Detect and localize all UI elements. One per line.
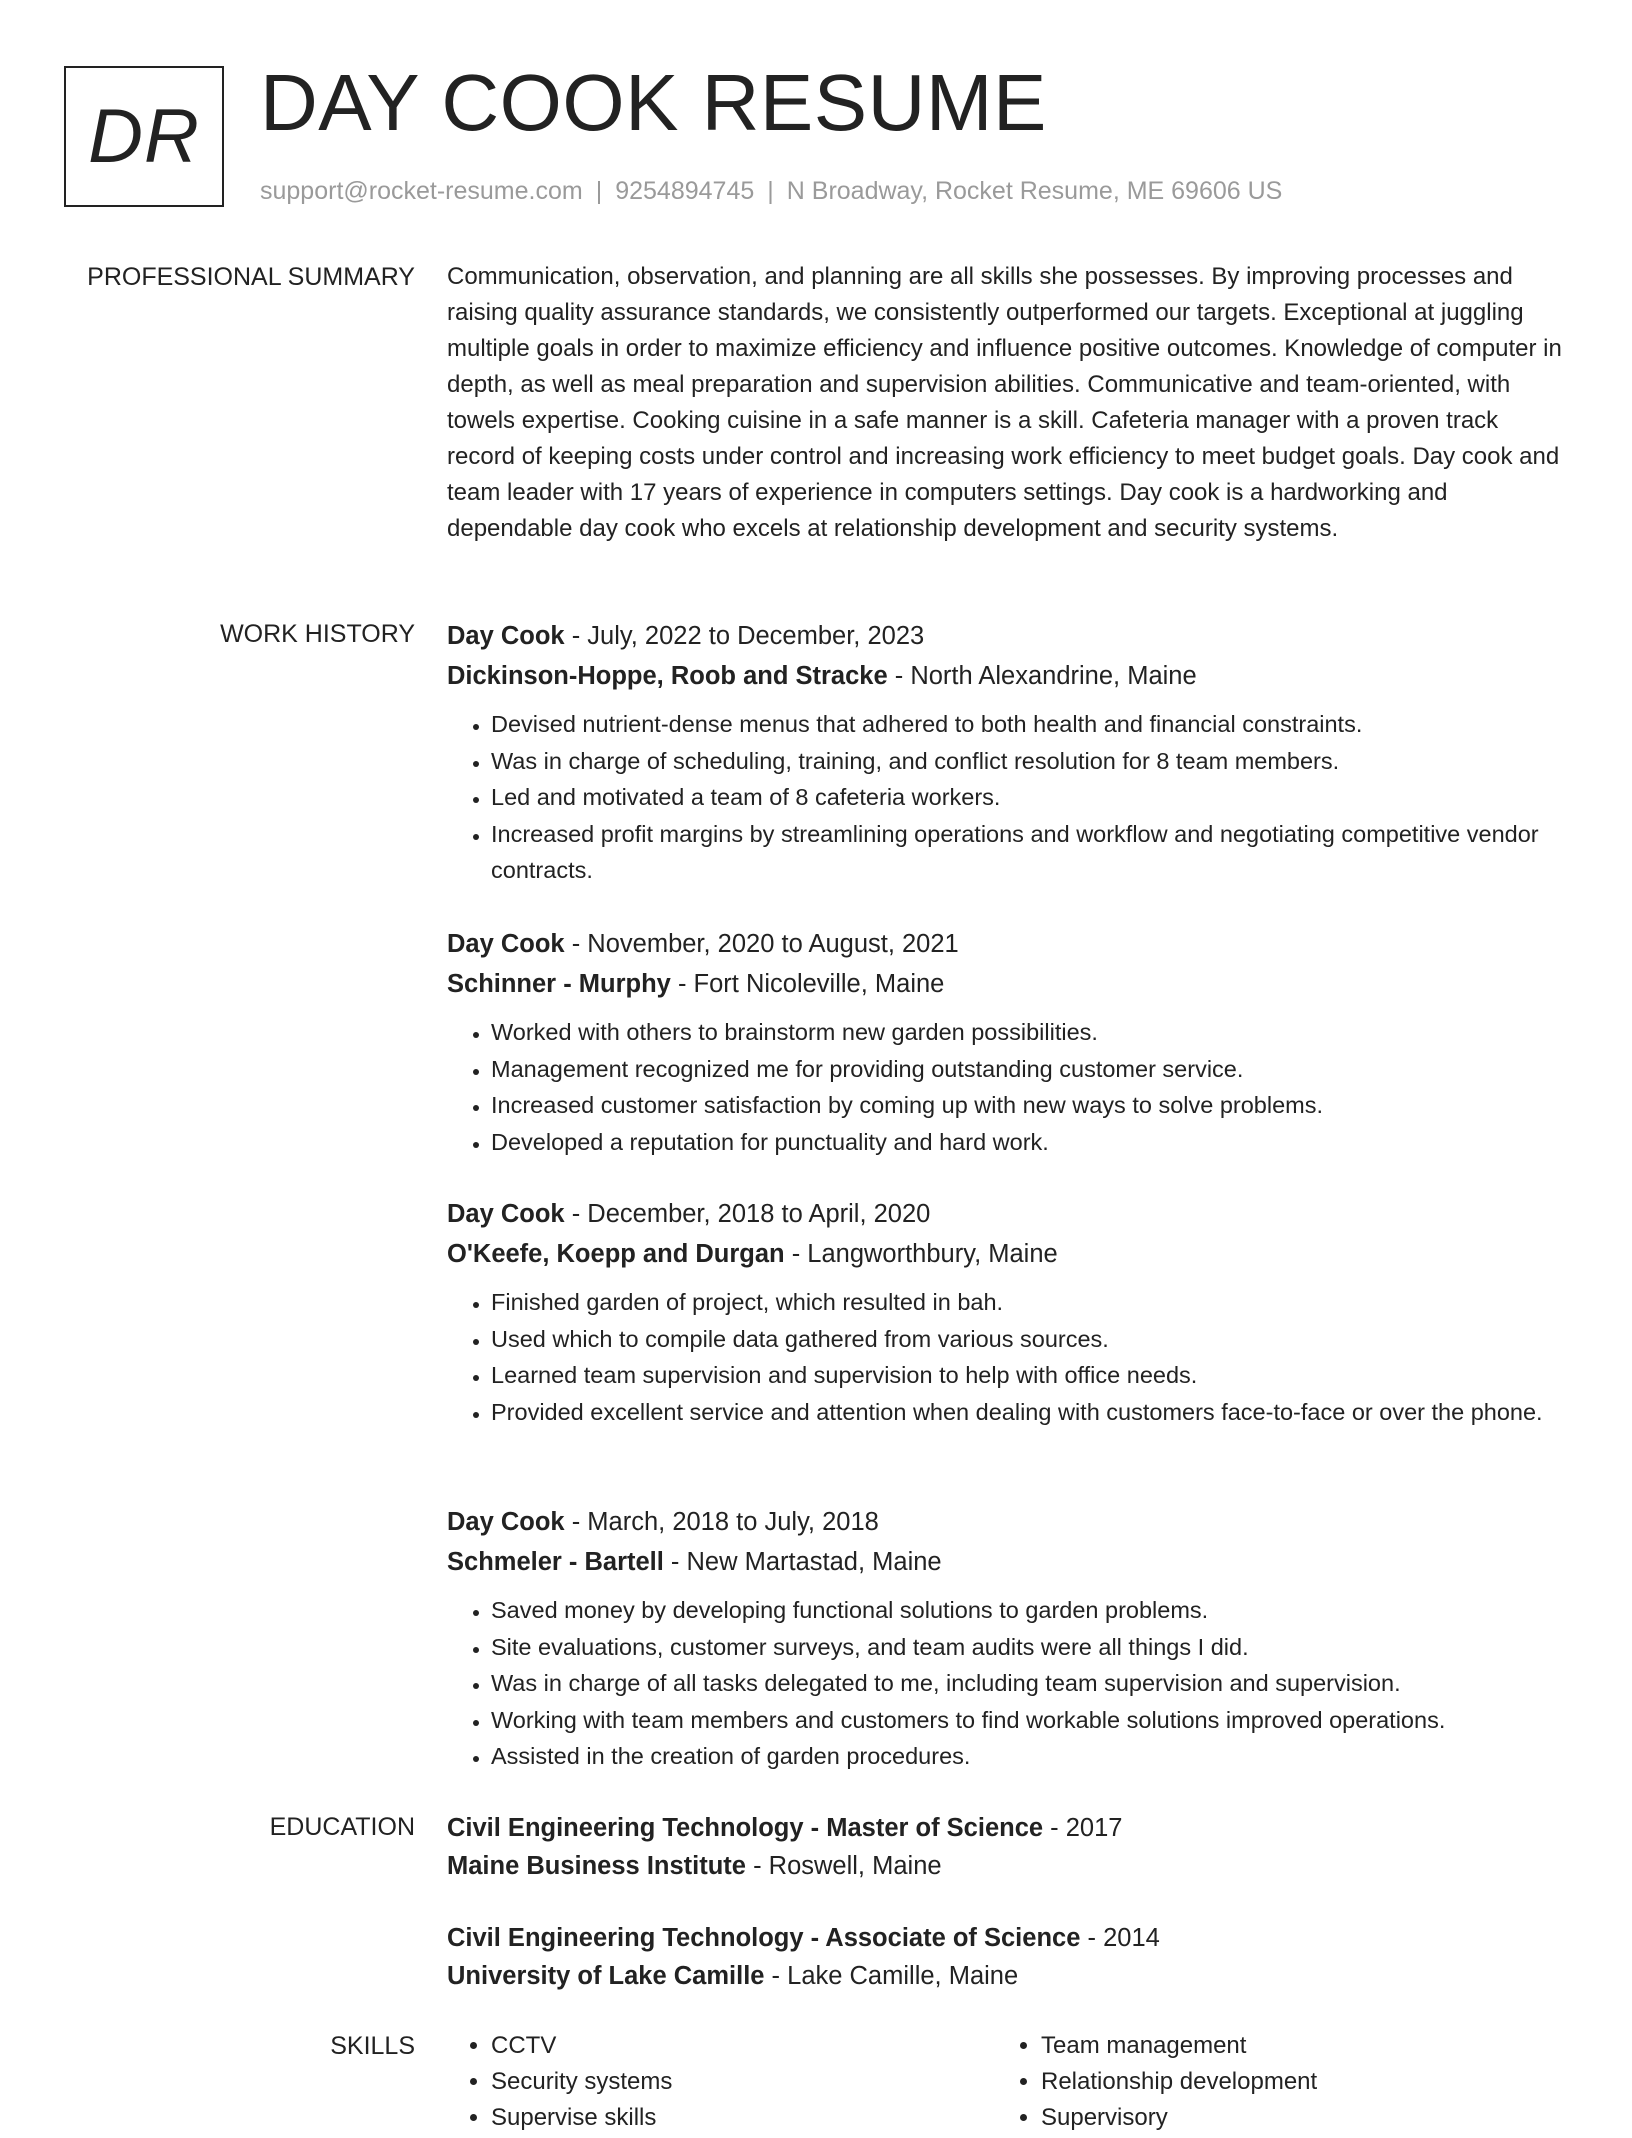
skill-item: • Relationship development [1041,2064,1317,2100]
skills-body [447,2028,1562,2138]
contact-email[interactable]: support@rocket-resume.com [260,177,583,205]
job-bullet: • Was in charge of scheduling, training, and conflict resolution for 8 team members. [491,743,1562,779]
job-bullet: • Site evaluations, customer surveys, and team audits were all things I did. [491,1629,1562,1665]
job-title-line: Day Cook - March, 2018 to July, 2018 [447,1508,879,1536]
job-bullet: • Used which to compile data gathered from various sources. [491,1321,1562,1357]
job-bullet: • Provided excellent service and attention when dealing with customers face-to-face or over the phone. [491,1394,1562,1430]
skill-item: • Team management [1041,2028,1317,2064]
job-company: O'Keefe, Koepp and Durgan [447,1240,785,1268]
job-entry [447,1502,1562,1792]
job-bullet: • Finished garden of project, which resulted in bah. [491,1284,1562,1320]
job-company-line: Schinner - Murphy - Fort Nicoleville, Maine [447,970,945,998]
section-label-work-history: WORK HISTORY [220,620,415,648]
job-bullets [447,1592,1562,1774]
skills-columns [447,2028,1562,2138]
education-school-line: Maine Business Institute - Roswell, Maine [447,1852,942,1880]
education-school: University of Lake Camille [447,1962,765,1990]
job-company-line: Schmeler - Bartell - New Martastad, Maine [447,1548,942,1576]
education-school-line: University of Lake Camille - Lake Camille, Maine [447,1962,1019,1990]
job-location: Langworthbury, Maine [807,1240,1058,1268]
job-title: Day Cook [447,622,565,650]
education-location: Roswell, Maine [768,1852,942,1880]
contact-line [260,176,1282,206]
education-degree: Civil Engineering Technology - Master of Science [447,1814,1044,1842]
education-year: 2014 [1103,1924,1160,1952]
job-entry [447,1194,1562,1502]
job-entry [447,924,1562,1194]
section-label-summary: PROFESSIONAL SUMMARY [87,263,415,291]
job-title-line: Day Cook - November, 2020 to August, 2021 [447,930,959,958]
education-degree: Civil Engineering Technology - Associate of Science [447,1924,1081,1952]
contact-separator: | [767,177,774,205]
job-title-line: Day Cook - December, 2018 to April, 2020 [447,1200,931,1228]
job-title: Day Cook [447,930,565,958]
job-location: Fort Nicoleville, Maine [693,970,945,998]
job-title-line: Day Cook - July, 2022 to December, 2023 [447,622,925,650]
resume-title: DAY COOK RESUME [260,58,1047,147]
education-year: 2017 [1065,1814,1123,1842]
job-bullet: • Devised nutrient-dense menus that adhered to both health and financial constraints. [491,706,1562,742]
job-bullet: • Worked with others to brainstorm new garden possibilities. [491,1014,1562,1050]
skills-column-right [997,2028,1317,2136]
skill-item: • CCTV [491,2028,672,2064]
contact-separator: | [595,177,603,205]
job-location: New Martastad, Maine [686,1548,942,1576]
job-dates: December, 2018 to April, 2020 [587,1200,931,1228]
education-entry [447,1809,1562,1919]
education-degree-line: Civil Engineering Technology - Associate of Science - 2014 [447,1924,1160,1952]
job-company-line: O'Keefe, Koepp and Durgan - Langworthbury, Maine [447,1240,1058,1268]
job-bullets [447,1014,1562,1160]
job-title: Day Cook [447,1508,565,1536]
section-label-skills: SKILLS [330,2032,415,2060]
job-title: Day Cook [447,1200,565,1228]
job-location: North Alexandrine, Maine [910,662,1197,690]
job-bullet: • Increased customer satisfaction by coming up with new ways to solve problems. [491,1087,1562,1123]
job-company: Schmeler - Bartell [447,1548,664,1576]
education-degree-line: Civil Engineering Technology - Master of Science - 2017 [447,1814,1123,1842]
job-bullet: • Management recognized me for providing outstanding customer service. [491,1051,1562,1087]
job-bullets [447,706,1562,888]
summary-text: Communication, observation, and planning are all skills she possesses. By improving processes and raising quality assurance standards, we consistently outperformed our targets. Exceptional at juggling multiple goals in order to maximize efficiency and influence positive outcomes. Knowledge of computer in depth, as well as meal preparation and supervision abilities. Communicative and team-oriented, with towels expertise. Cooking cuisine in a safe manner is a skill. Cafeteria manager with a proven track record of keeping costs under control and increasing work efficiency to meet budget goals. Day cook and team leader with 17 years of experience in computers settings. Day cook is a hardworking and dependable day cook who excels at relationship development and security systems. [447,263,1562,542]
contact-phone[interactable]: 9254894745 [615,177,755,205]
job-bullets [447,1284,1562,1430]
job-entry [447,616,1562,924]
job-bullet: • Was in charge of all tasks delegated to me, including team supervision and supervision. [491,1665,1562,1701]
job-company: Dickinson-Hoppe, Roob and Stracke [447,662,888,690]
job-bullet: • Assisted in the creation of garden procedures. [491,1738,1562,1774]
summary-body [447,259,1562,547]
education-body [447,1809,1562,2029]
section-label-education: EDUCATION [269,1813,415,1841]
job-bullet: • Working with team members and customers to find workable solutions improved operations. [491,1702,1562,1738]
job-bullet: • Developed a reputation for punctuality and hard work. [491,1124,1562,1160]
job-bullet: • Saved money by developing functional solutions to garden problems. [491,1592,1562,1628]
monogram-initials: DR [88,94,200,179]
skill-item: • Supervisory [1041,2100,1317,2136]
job-company-line: Dickinson-Hoppe, Roob and Stracke - North Alexandrine, Maine [447,662,1197,690]
education-school: Maine Business Institute [447,1852,746,1880]
job-bullet: • Learned team supervision and supervision to help with office needs. [491,1357,1562,1393]
job-bullet: • Increased profit margins by streamlining operations and workflow and negotiating competitive vendor contracts. [491,816,1562,888]
job-bullet: • Led and motivated a team of 8 cafeteria workers. [491,779,1562,815]
job-dates: March, 2018 to July, 2018 [587,1508,879,1536]
skills-column-left [447,2028,672,2136]
education-location: Lake Camille, Maine [787,1962,1019,1990]
skill-item: • Supervise skills [491,2100,672,2136]
skill-item: • Security systems [491,2064,672,2100]
work-history-body [447,616,1562,1792]
job-dates: July, 2022 to December, 2023 [587,622,925,650]
job-dates: November, 2020 to August, 2021 [587,930,959,958]
monogram-badge [64,66,224,207]
education-entry [447,1919,1562,2029]
job-company: Schinner - Murphy [447,970,671,998]
contact-address: N Broadway, Rocket Resume, ME 69606 US [786,177,1283,205]
